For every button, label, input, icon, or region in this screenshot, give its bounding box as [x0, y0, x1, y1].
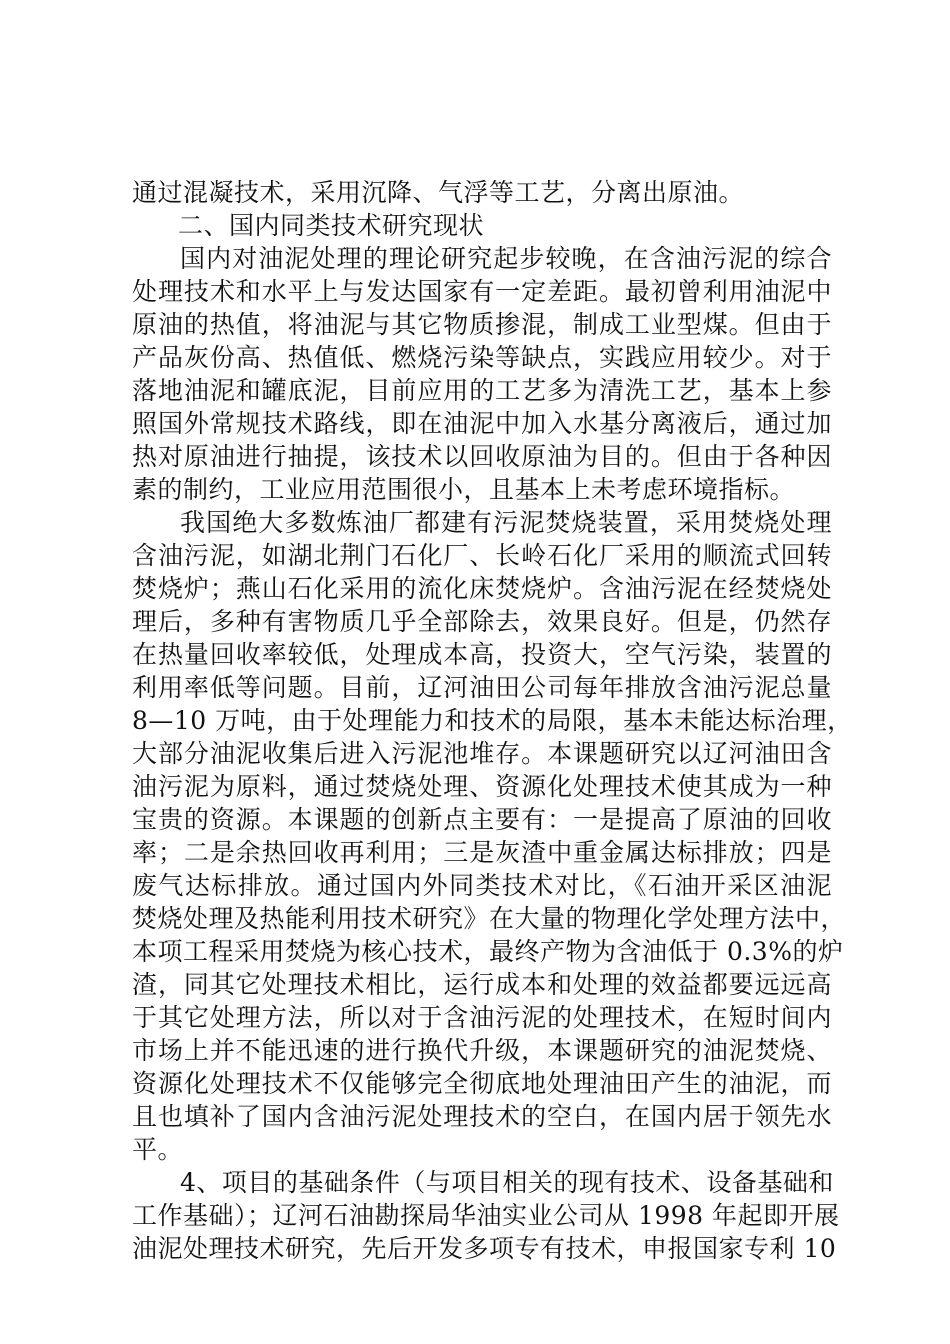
paragraph [132, 176, 832, 209]
text-line: 平。 [132, 1135, 184, 1164]
text-line: 原油的热值，将油泥与其它物质掺混，制成工业型煤。但由于 [132, 310, 832, 339]
paragraph [132, 506, 853, 1166]
text-line: 资源化处理技术不仅能够完全彻底地处理油田产生的油泥，而 [132, 1069, 832, 1098]
document-page [132, 176, 853, 1265]
text-line: 处理技术和水平上与发达国家有一定差距。最初曾利用油泥中 [132, 277, 832, 306]
text-line: 含油污泥，如湖北荆门石化厂、长岭石化厂采用的顺流式回转 [132, 541, 832, 570]
paragraph [132, 1166, 840, 1265]
text-line: 在热量回收率较低，处理成本高，投资大，空气污染，装置的 [132, 640, 832, 669]
text-line: 宝贵的资源。本课题的创新点主要有：一是提高了原油的回收 [132, 805, 832, 834]
text-line: 理后，多种有害物质几乎全部除去，效果良好。但是，仍然存 [132, 607, 832, 636]
text-line: 8—10 万吨，由于处理能力和技术的局限，基本未能达标治理， [132, 706, 853, 735]
text-line: 大部分油泥收集后进入污泥池堆存。本课题研究以辽河油田含 [132, 739, 832, 768]
section-heading [132, 209, 832, 242]
text-line: 热对原油进行抽提，该技术以回收原油为目的。但由于各种因 [132, 442, 832, 471]
paragraph [132, 242, 832, 506]
text-line: 国内对油泥处理的理论研究起步较晚，在含油污泥的综合 [180, 244, 832, 273]
text-line: 废气达标排放。通过国内外同类技术对比，《石油开采区油泥 [132, 871, 832, 900]
text-line: 率；二是余热回收再利用；三是灰渣中重金属达标排放；四是 [132, 838, 832, 867]
text-line: 照国外常规技术路线，即在油泥中加入水基分离液后，通过加 [132, 409, 832, 438]
text-line: 市场上并不能迅速的进行换代升级，本课题研究的油泥焚烧、 [132, 1036, 832, 1065]
text-line: 我国绝大多数炼油厂都建有污泥焚烧装置，采用焚烧处理 [180, 508, 832, 537]
text-line: 油污泥为原料，通过焚烧处理、资源化处理技术使其成为一种 [132, 772, 832, 801]
text-line: 焚烧处理及热能利用技术研究》在大量的物理化学处理方法中， [132, 904, 847, 933]
text-line: 工作基础）；辽河石油勘探局华油实业公司从 1998 年起即开展 [132, 1201, 840, 1230]
text-line: 焚烧炉；燕山石化采用的流化床焚烧炉。含油污泥在经焚烧处 [132, 574, 832, 603]
text-line: 4、项目的基础条件（与项目相关的现有技术、设备基础和 [180, 1168, 834, 1197]
text-line: 且也填补了国内含油污泥处理技术的空白，在国内居于领先水 [132, 1102, 832, 1131]
document-body [132, 176, 853, 1265]
text-line: 产品灰份高、热值低、燃烧污染等缺点，实践应用较少。对于 [132, 343, 832, 372]
text-line: 素的制约，工业应用范围很小，且基本上未考虑环境指标。 [132, 475, 796, 504]
text-line: 落地油泥和罐底泥，目前应用的工艺多为清洗工艺，基本上参 [132, 376, 832, 405]
text-line: 利用率低等问题。目前，辽河油田公司每年排放含油污泥总量 [132, 673, 832, 702]
heading-text: 二、国内同类技术研究现状 [178, 211, 485, 240]
text-line: 渣，同其它处理技术相比，运行成本和处理的效益都要远远高 [132, 970, 832, 999]
text-line: 于其它处理方法，所以对于含油污泥的处理技术，在短时间内 [132, 1003, 832, 1032]
text-line: 本项工程采用焚烧为核心技术，最终产物为含油低于 0.3%的炉 [132, 937, 844, 966]
text-line: 通过混凝技术，采用沉降、气浮等工艺，分离出原油。 [132, 178, 745, 207]
text-line: 油泥处理技术研究，先后开发多项专有技术，申报国家专利 10 [132, 1234, 837, 1263]
